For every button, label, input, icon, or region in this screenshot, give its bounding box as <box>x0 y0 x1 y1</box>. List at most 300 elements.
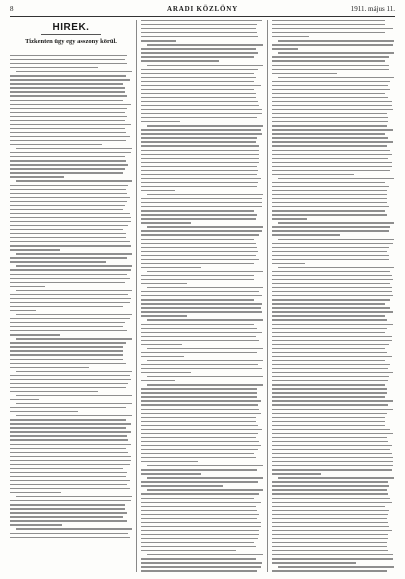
text-line <box>272 105 392 106</box>
text-line <box>272 453 392 454</box>
column-divider <box>136 20 137 572</box>
text-line <box>141 340 259 341</box>
text-line <box>16 338 132 339</box>
text-line <box>10 213 130 214</box>
text-line <box>141 506 256 507</box>
text-line <box>272 344 389 345</box>
text-line <box>141 570 257 571</box>
text-line <box>10 95 127 96</box>
text-line <box>141 425 258 426</box>
text-line <box>147 125 263 126</box>
text-line <box>272 283 390 284</box>
text-line <box>272 538 388 539</box>
text-line <box>141 396 257 397</box>
text-line <box>141 457 256 458</box>
text-line <box>141 562 262 563</box>
text-line <box>272 150 390 151</box>
text-line <box>10 310 36 311</box>
text-line <box>272 109 393 110</box>
text-line <box>10 504 125 505</box>
text-line <box>10 108 127 109</box>
text-line <box>141 218 256 219</box>
text-line <box>272 247 389 248</box>
text-line <box>10 136 130 137</box>
text-line <box>141 449 258 450</box>
text-line <box>147 465 263 466</box>
text-line <box>10 229 123 230</box>
text-line <box>141 526 261 527</box>
text-line <box>10 367 89 368</box>
text-line <box>272 324 393 325</box>
text-line <box>141 32 257 33</box>
text-line <box>16 265 132 266</box>
text-line <box>272 473 321 474</box>
text-line <box>272 259 389 260</box>
text-line <box>141 437 256 438</box>
text-line <box>141 162 259 163</box>
text-line <box>272 174 354 175</box>
text-line <box>141 20 262 21</box>
text-line <box>141 380 175 381</box>
text-line <box>141 145 259 146</box>
text-line <box>10 193 127 194</box>
text-line <box>141 247 257 248</box>
text-line <box>272 311 393 312</box>
text-line <box>272 251 387 252</box>
text-line <box>16 148 132 149</box>
text-line <box>272 506 385 507</box>
text-line <box>272 121 388 122</box>
text-line <box>10 245 131 246</box>
text-line <box>272 542 387 543</box>
text-line <box>141 117 257 118</box>
text-line <box>10 237 126 238</box>
text-line <box>272 60 385 61</box>
text-line <box>278 267 394 268</box>
text-line <box>10 484 127 485</box>
text-line <box>141 534 259 535</box>
text-line <box>141 52 258 53</box>
text-line <box>272 441 388 442</box>
text-line <box>10 104 131 105</box>
text-line <box>10 75 126 76</box>
article-headline: Tizkenten ügy egy asszony körül. <box>25 38 117 45</box>
text-line <box>272 518 387 519</box>
text-block <box>272 20 394 572</box>
text-line <box>141 109 262 110</box>
text-line <box>141 409 259 410</box>
text-line <box>141 324 254 325</box>
text-line <box>272 263 305 264</box>
text-line <box>10 221 131 222</box>
text-line <box>10 87 125 88</box>
text-line <box>141 255 256 256</box>
text-line <box>10 383 128 384</box>
text-line <box>10 456 131 457</box>
text-line <box>10 164 128 165</box>
text-line <box>141 473 201 474</box>
text-line <box>272 89 390 90</box>
text-line <box>272 202 387 203</box>
text-line <box>141 352 257 353</box>
text-line <box>141 372 191 373</box>
text-line <box>272 36 309 37</box>
text-line <box>141 56 254 57</box>
text-line <box>272 145 387 146</box>
text-line <box>10 354 123 355</box>
text-line <box>10 435 127 436</box>
text-line <box>10 464 130 465</box>
text-line <box>141 368 262 369</box>
text-line <box>141 230 262 231</box>
text-line <box>272 154 392 155</box>
text-line <box>10 176 64 177</box>
text-line <box>272 271 390 272</box>
text-line <box>272 502 392 503</box>
text-line <box>141 129 261 130</box>
text-line <box>272 433 393 434</box>
text-line <box>272 481 388 482</box>
text-line <box>10 379 131 380</box>
text-line <box>10 520 127 521</box>
text-line <box>272 546 387 547</box>
text-line <box>272 24 385 25</box>
text-line <box>141 328 257 329</box>
text-line <box>272 279 393 280</box>
text-line <box>272 437 387 438</box>
text-line <box>10 318 130 319</box>
text-line <box>272 498 390 499</box>
text-line <box>10 144 102 145</box>
text-line <box>141 299 254 300</box>
text-line <box>272 210 385 211</box>
text-line <box>10 124 131 125</box>
text-line <box>16 290 132 291</box>
text-line <box>10 249 60 250</box>
text-line <box>141 251 258 252</box>
text-line <box>272 421 385 422</box>
text-line <box>10 278 130 279</box>
text-line <box>141 166 257 167</box>
text-line <box>141 198 262 199</box>
text-line <box>272 530 392 531</box>
text-block <box>141 20 263 572</box>
text-line <box>272 469 392 470</box>
text-line <box>10 516 123 517</box>
text-line <box>147 376 263 377</box>
text-line <box>272 425 385 426</box>
text-line <box>141 24 257 25</box>
text-line <box>272 449 390 450</box>
text-line <box>10 294 128 295</box>
text-line <box>141 546 256 547</box>
text-line <box>272 396 385 397</box>
text-line <box>141 469 257 470</box>
text-line <box>141 421 256 422</box>
text-line <box>10 512 127 513</box>
text-line <box>10 533 128 534</box>
text-line <box>141 170 258 171</box>
text-line <box>10 152 131 153</box>
column-2 <box>141 20 263 572</box>
text-line <box>141 283 187 284</box>
text-line <box>141 453 254 454</box>
text-line <box>141 69 258 70</box>
text-line <box>141 234 259 235</box>
text-line <box>147 65 263 66</box>
text-line <box>272 485 389 486</box>
text-line <box>10 282 125 283</box>
text-line <box>147 554 263 555</box>
text-line <box>10 286 45 287</box>
text-line <box>10 444 131 445</box>
text-line <box>10 492 61 493</box>
text-line <box>272 65 389 66</box>
text-line <box>16 253 132 254</box>
text-line <box>272 93 385 94</box>
text-line <box>141 542 254 543</box>
text-line <box>272 44 393 45</box>
text-line <box>141 101 258 102</box>
text-line <box>141 85 261 86</box>
text-line <box>141 566 261 567</box>
text-line <box>278 52 394 53</box>
text-line <box>141 190 175 191</box>
text-line <box>272 368 388 369</box>
text-line <box>16 180 132 181</box>
text-line <box>141 206 262 207</box>
text-line <box>141 510 257 511</box>
text-line <box>141 210 254 211</box>
text-line <box>10 55 127 56</box>
text-line <box>147 384 263 385</box>
header-rule <box>10 16 395 17</box>
text-line <box>141 336 256 337</box>
text-line <box>272 550 388 551</box>
text-line <box>141 498 254 499</box>
text-line <box>141 36 258 37</box>
text-line <box>141 295 262 296</box>
text-line <box>141 28 256 29</box>
text-line <box>10 83 123 84</box>
text-line <box>272 348 385 349</box>
text-line <box>10 391 98 392</box>
text-line <box>272 413 387 414</box>
text-line <box>272 73 337 74</box>
text-line <box>272 48 298 49</box>
text-line <box>10 197 130 198</box>
text-line <box>141 133 262 134</box>
text-line <box>278 566 394 567</box>
text-line <box>16 71 132 72</box>
text-line <box>141 89 254 90</box>
text-line <box>10 128 125 129</box>
text-line <box>272 275 392 276</box>
text-line <box>10 156 125 157</box>
text-line <box>141 154 259 155</box>
text-line <box>272 190 387 191</box>
text-line <box>10 537 130 538</box>
text-line <box>16 496 132 497</box>
text-line <box>10 261 106 262</box>
section-rule <box>41 34 101 35</box>
text-line <box>10 500 131 501</box>
text-line <box>272 429 390 430</box>
text-line <box>10 326 123 327</box>
text-line <box>10 423 131 424</box>
text-line <box>10 363 126 364</box>
column-divider <box>267 20 268 572</box>
text-line <box>272 234 340 235</box>
text-line <box>272 299 390 300</box>
article-subheading <box>10 47 132 53</box>
text-line <box>272 20 385 21</box>
text-line <box>272 125 387 126</box>
text-line <box>272 392 387 393</box>
text-line <box>141 243 256 244</box>
text-line <box>10 189 126 190</box>
text-line <box>141 291 259 292</box>
text-line <box>272 182 385 183</box>
text-line <box>141 461 198 462</box>
text-line <box>10 185 128 186</box>
newspaper-title: ARADI KÖZLÖNY <box>167 5 238 13</box>
text-line <box>272 445 392 446</box>
text-line <box>10 112 125 113</box>
text-line <box>272 558 393 559</box>
text-line <box>272 404 388 405</box>
text-line <box>147 360 263 361</box>
text-line <box>141 404 258 405</box>
text-line <box>272 376 389 377</box>
text-line <box>141 400 261 401</box>
text-line <box>10 439 128 440</box>
text-line <box>272 206 389 207</box>
text-line <box>272 166 392 167</box>
text-line <box>272 287 392 288</box>
text-line <box>272 356 392 357</box>
text-line <box>10 120 125 121</box>
text-line <box>141 307 261 308</box>
text-line <box>10 140 126 141</box>
text-line <box>272 141 393 142</box>
text-line <box>272 117 388 118</box>
text-line <box>278 477 394 478</box>
text-line <box>10 225 128 226</box>
text-line <box>141 558 256 559</box>
text-line <box>141 182 258 183</box>
text-line <box>16 314 132 315</box>
text-line <box>141 441 259 442</box>
text-line <box>16 403 132 404</box>
text-line <box>278 239 394 240</box>
text-line <box>272 158 388 159</box>
text-line <box>141 174 257 175</box>
text-line <box>147 44 263 45</box>
text-line <box>10 205 125 206</box>
text-line <box>278 40 394 41</box>
text-line <box>141 178 261 179</box>
page-number: 8 <box>10 5 14 13</box>
text-line <box>272 162 392 163</box>
text-block <box>10 55 132 538</box>
text-line <box>272 554 393 555</box>
text-line <box>272 336 392 337</box>
text-line <box>141 514 259 515</box>
text-line <box>10 480 130 481</box>
text-line <box>141 186 257 187</box>
text-line <box>16 415 132 416</box>
text-line <box>272 32 385 33</box>
text-line <box>10 448 126 449</box>
text-line <box>141 121 180 122</box>
text-line <box>272 400 393 401</box>
text-line <box>272 69 389 70</box>
text-line <box>141 356 184 357</box>
text-line <box>10 476 126 477</box>
text-line <box>141 429 262 430</box>
text-line <box>272 307 390 308</box>
text-line <box>147 194 263 195</box>
text-line <box>272 332 385 333</box>
text-line <box>10 306 123 307</box>
text-line <box>10 419 126 420</box>
text-line <box>141 481 258 482</box>
text-line <box>272 364 390 365</box>
text-line <box>278 178 394 179</box>
text-line <box>147 287 263 288</box>
text-line <box>10 346 123 347</box>
text-line <box>272 388 387 389</box>
text-line <box>141 522 261 523</box>
text-line <box>141 214 257 215</box>
text-line <box>272 186 389 187</box>
text-line <box>278 77 394 78</box>
text-line <box>10 431 131 432</box>
text-line <box>272 409 393 410</box>
text-line <box>10 468 123 469</box>
text-line <box>141 538 258 539</box>
text-line <box>141 433 258 434</box>
text-line <box>141 303 262 304</box>
text-line <box>141 60 219 61</box>
text-line <box>141 392 257 393</box>
text-line <box>141 445 261 446</box>
text-line <box>141 40 176 41</box>
text-line <box>10 132 126 133</box>
text-line <box>10 172 123 173</box>
column-1 <box>10 20 132 572</box>
text-line <box>10 427 126 428</box>
section-title: HIREK. <box>52 22 90 33</box>
text-line <box>141 77 256 78</box>
text-line <box>141 97 256 98</box>
text-line <box>272 214 387 215</box>
text-line <box>10 302 130 303</box>
text-line <box>272 372 393 373</box>
text-line <box>272 170 390 171</box>
text-line <box>141 485 223 486</box>
text-line <box>10 407 126 408</box>
text-line <box>147 489 263 490</box>
text-line <box>141 202 262 203</box>
text-line <box>272 133 385 134</box>
text-line <box>141 150 259 151</box>
text-line <box>10 168 125 169</box>
text-line <box>10 298 131 299</box>
text-line <box>141 113 262 114</box>
text-line <box>10 322 125 323</box>
